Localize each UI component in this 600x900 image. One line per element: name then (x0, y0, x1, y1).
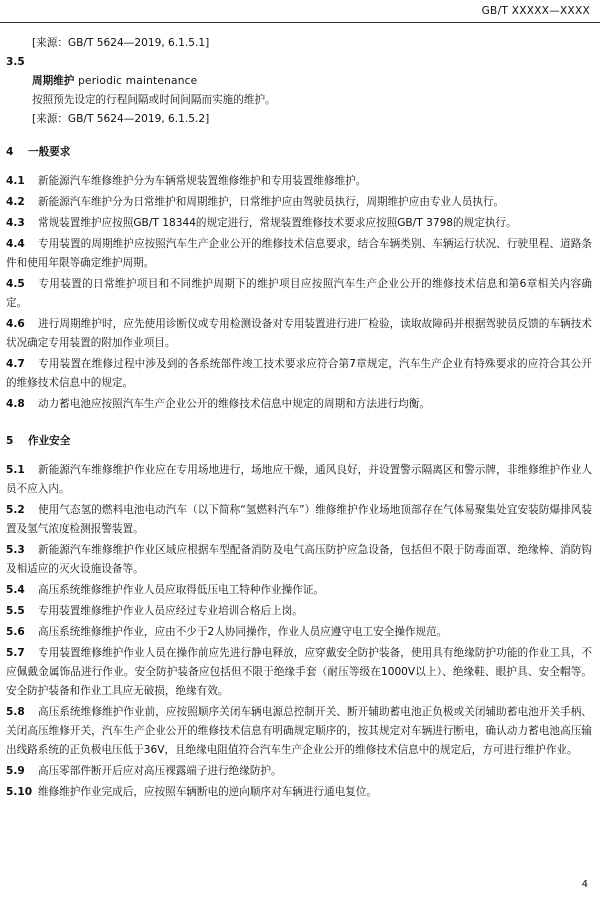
clause-text: 新能源汽车维修维护作业应在专用场地进行，场地应干燥，通风良好，并设置警示隔离区和警示牌，非维修维护作业人员不应入内。 (6, 464, 592, 495)
clause (6, 644, 592, 701)
clause-number: 5.2 (6, 504, 25, 516)
term-chinese: 周期维护 (32, 75, 75, 87)
clause-number: 4.5 (6, 278, 25, 290)
clause-text: 高压系统维修维护作业人员应取得低压电工特种作业操作证。 (38, 584, 325, 596)
clause-text: 使用气态氢的燃料电池电动汽车（以下简称“氢燃料汽车”）维修维护作业场地顶部存在气体易聚集处宜安装防爆排风装置及氢气浓度检测报警装置。 (6, 504, 592, 535)
clause-number: 5.10 (6, 786, 33, 798)
clause (6, 541, 592, 579)
clause (6, 315, 592, 353)
clause-text: 新能源汽车维修维护分为车辆常规装置维修维护和专用装置维修维护。 (38, 175, 367, 187)
clause-number: 5.6 (6, 626, 25, 638)
clause-number: 5.8 (6, 706, 25, 718)
term-heading (6, 72, 592, 91)
clause-number: 4.1 (6, 175, 25, 187)
clause (6, 395, 592, 414)
clause (6, 461, 592, 499)
clause (6, 172, 592, 191)
clause-text: 专用装置在维修过程中涉及到的各系统部件竣工技术要求应符合第7章规定，汽车生产企业有特殊要求的应符合其公开的维修技术信息中的规定。 (6, 358, 592, 389)
clause-number: 4.8 (6, 398, 25, 410)
clause-text: 高压系统维修维护作业，应由不少于2人协同操作，作业人员应遵守电工安全操作规范。 (38, 626, 448, 638)
section-title: 一般要求 (28, 146, 71, 158)
document-code-header: GB/T XXXXX—XXXX (481, 5, 590, 17)
section-heading-5 (6, 432, 592, 451)
page-content (6, 34, 592, 802)
section-4-clauses (6, 172, 592, 414)
term-number: 3.5 (6, 56, 25, 68)
clause (6, 762, 592, 781)
clause-text: 专用装置的周期维护应按照汽车生产企业公开的维修技术信息要求，结合车辆类别、车辆运行状况、行驶里程、道路条件和使用年限等确定维护周期。 (6, 238, 592, 269)
source-reference: [来源：GB/T 5624—2019, 6.1.5.1] (32, 37, 210, 49)
clause (6, 235, 592, 273)
clause-text: 专用装置维修维护作业人员在操作前应先进行静电释放，应穿戴安全防护装备，使用具有绝缘防护功能的作业工具，不应佩戴金属饰品进行作业。安全防护装备应包括但不限于绝缘手套（耐压等级在1000V以上）、绝缘鞋、眼护具、安全帽等。安全防护装备和作业工具应无破损，绝缘有效。 (6, 647, 592, 697)
clause-text: 高压零部件断开后应对高压裸露端子进行绝缘防护。 (38, 765, 282, 777)
clause-number: 5.9 (6, 765, 25, 777)
clause-number: 5.3 (6, 544, 25, 556)
clause-text: 维修维护作业完成后，应按照车辆断电的逆向顺序对车辆进行通电复位。 (38, 786, 377, 798)
clause-text: 专用装置维修维护作业人员应经过专业培训合格后上岗。 (38, 605, 303, 617)
clause-text: 新能源汽车维护分为日常维护和周期维护，日常维护应由驾驶员执行，周期维护应由专业人员执行。 (38, 196, 505, 208)
clause-text: 新能源汽车维修维护作业区域应根据车型配备消防及电气高压防护应急设备，包括但不限于防毒面罩、绝缘棒、消防钩及相适应的灭火设施设备等。 (6, 544, 592, 575)
clause (6, 193, 592, 212)
clause (6, 214, 592, 233)
clause-text: 专用装置的日常维护项目和不同维护周期下的维护项目应按照汽车生产企业公开的维修技术信息和第6章相关内容确定。 (6, 278, 592, 309)
clause (6, 275, 592, 313)
term-definition: 按照预先设定的行程间隔或时间间隔而实施的维护。 (32, 94, 276, 106)
section-number: 4 (6, 146, 14, 158)
clause-number: 4.2 (6, 196, 25, 208)
clause-number: 4.3 (6, 217, 25, 229)
clause-number: 4.6 (6, 318, 25, 330)
clause-number: 4.7 (6, 358, 25, 370)
term-english: periodic maintenance (78, 75, 198, 87)
clause-number: 5.5 (6, 605, 25, 617)
clause-text: 进行周期维护时，应先使用诊断仪或专用检测设备对专用装置进行进厂检验，读取故障码并根据驾驶员反馈的车辆技术状况确定专用装置的附加作业项目。 (6, 318, 592, 349)
header-divider (0, 22, 600, 23)
clause (6, 581, 592, 600)
section-5-clauses (6, 461, 592, 802)
section-title: 作业安全 (28, 435, 71, 447)
clause-number: 5.7 (6, 647, 25, 659)
clause (6, 783, 592, 802)
clause (6, 602, 592, 621)
clause (6, 703, 592, 760)
section-heading-4 (6, 143, 592, 162)
clause-text: 常规装置维护应按照GB/T 18344的规定进行，常规装置维修技术要求应按照GB/T 3798的规定执行。 (38, 217, 517, 229)
clause-text: 动力蓄电池应按照汽车生产企业公开的维修技术信息中规定的周期和方法进行均衡。 (38, 398, 430, 410)
clause (6, 501, 592, 539)
clause (6, 623, 592, 642)
clause-number: 5.1 (6, 464, 25, 476)
term-source: [来源：GB/T 5624—2019, 6.1.5.2] (32, 113, 210, 125)
section-number: 5 (6, 435, 14, 447)
clause-number: 5.4 (6, 584, 25, 596)
clause-text: 高压系统维修维护作业前，应按照顺序关闭车辆电源总控制开关、断开辅助蓄电池正负极或关闭辅助蓄电池开关手柄、关闭高压维修开关，汽车生产企业公开的维修技术信息有明确规定顺序的，按其规定对车辆进行断电，确认动力蓄电池高压输出线路系统的正负极电压低于36V，且绝缘电阻值符合汽车生产企业公开的维修技术信息中的规定后，方可进行维护作业。 (6, 706, 592, 756)
clause-number: 4.4 (6, 238, 25, 250)
page-number: 4 (581, 879, 588, 890)
clause (6, 355, 592, 393)
